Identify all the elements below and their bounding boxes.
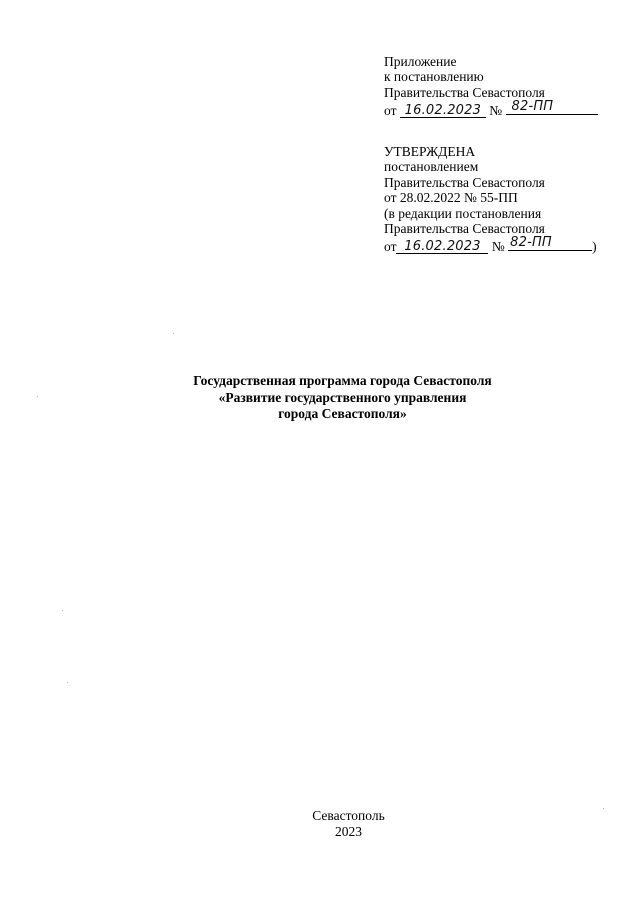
handwritten-number: 82-ПП [511, 99, 554, 115]
approval-line-3: Правительства Севастополя [384, 84, 545, 100]
footer-city: Севастополь [312, 808, 385, 823]
handwritten-date: 16.02.2023 [404, 239, 481, 255]
scan-speck [62, 610, 63, 611]
number-sign: № [489, 103, 503, 119]
handwritten-date-field [400, 103, 486, 118]
approval-block [384, 54, 598, 119]
approved-line-1: УТВЕРЖДЕНА [384, 144, 476, 159]
approval-line-2: к постановлению [384, 69, 484, 85]
approved-line-5: (в редакции постановления [384, 205, 542, 221]
document-title [0, 373, 639, 423]
approved-line-3: Правительства Севастополя [384, 174, 545, 190]
document-footer [0, 808, 639, 840]
handwritten-date-field [396, 239, 488, 254]
scan-speck [173, 333, 174, 334]
closing-parenthesis: ) [592, 239, 597, 255]
date-prefix: от [384, 103, 397, 119]
handwritten-number-field [508, 236, 592, 251]
approval-line-1: Приложение [384, 54, 457, 69]
approval-date-line [384, 100, 598, 118]
scan-speck [67, 682, 68, 683]
approved-line-6: Правительства Севастополя [384, 221, 545, 237]
number-sign: № [491, 239, 505, 255]
handwritten-number-field [506, 100, 598, 115]
approved-date-line [384, 236, 597, 254]
scan-speck [37, 396, 38, 397]
title-line-2: «Развитие государственного управления [218, 389, 467, 405]
date-prefix: от [384, 239, 397, 255]
approved-line-2: постановлением [384, 159, 479, 175]
footer-year: 2023 [335, 824, 362, 839]
scan-speck [603, 808, 604, 809]
handwritten-date: 16.02.2023 [404, 103, 482, 119]
handwritten-number: 82-ПП [510, 235, 552, 251]
approved-line-4: от 28.02.2022 № 55-ПП [384, 190, 518, 206]
title-line-1: Государственная программа города Севастополя [193, 373, 492, 388]
approved-block [384, 144, 597, 255]
title-line-3: города Севастополя» [278, 406, 407, 421]
